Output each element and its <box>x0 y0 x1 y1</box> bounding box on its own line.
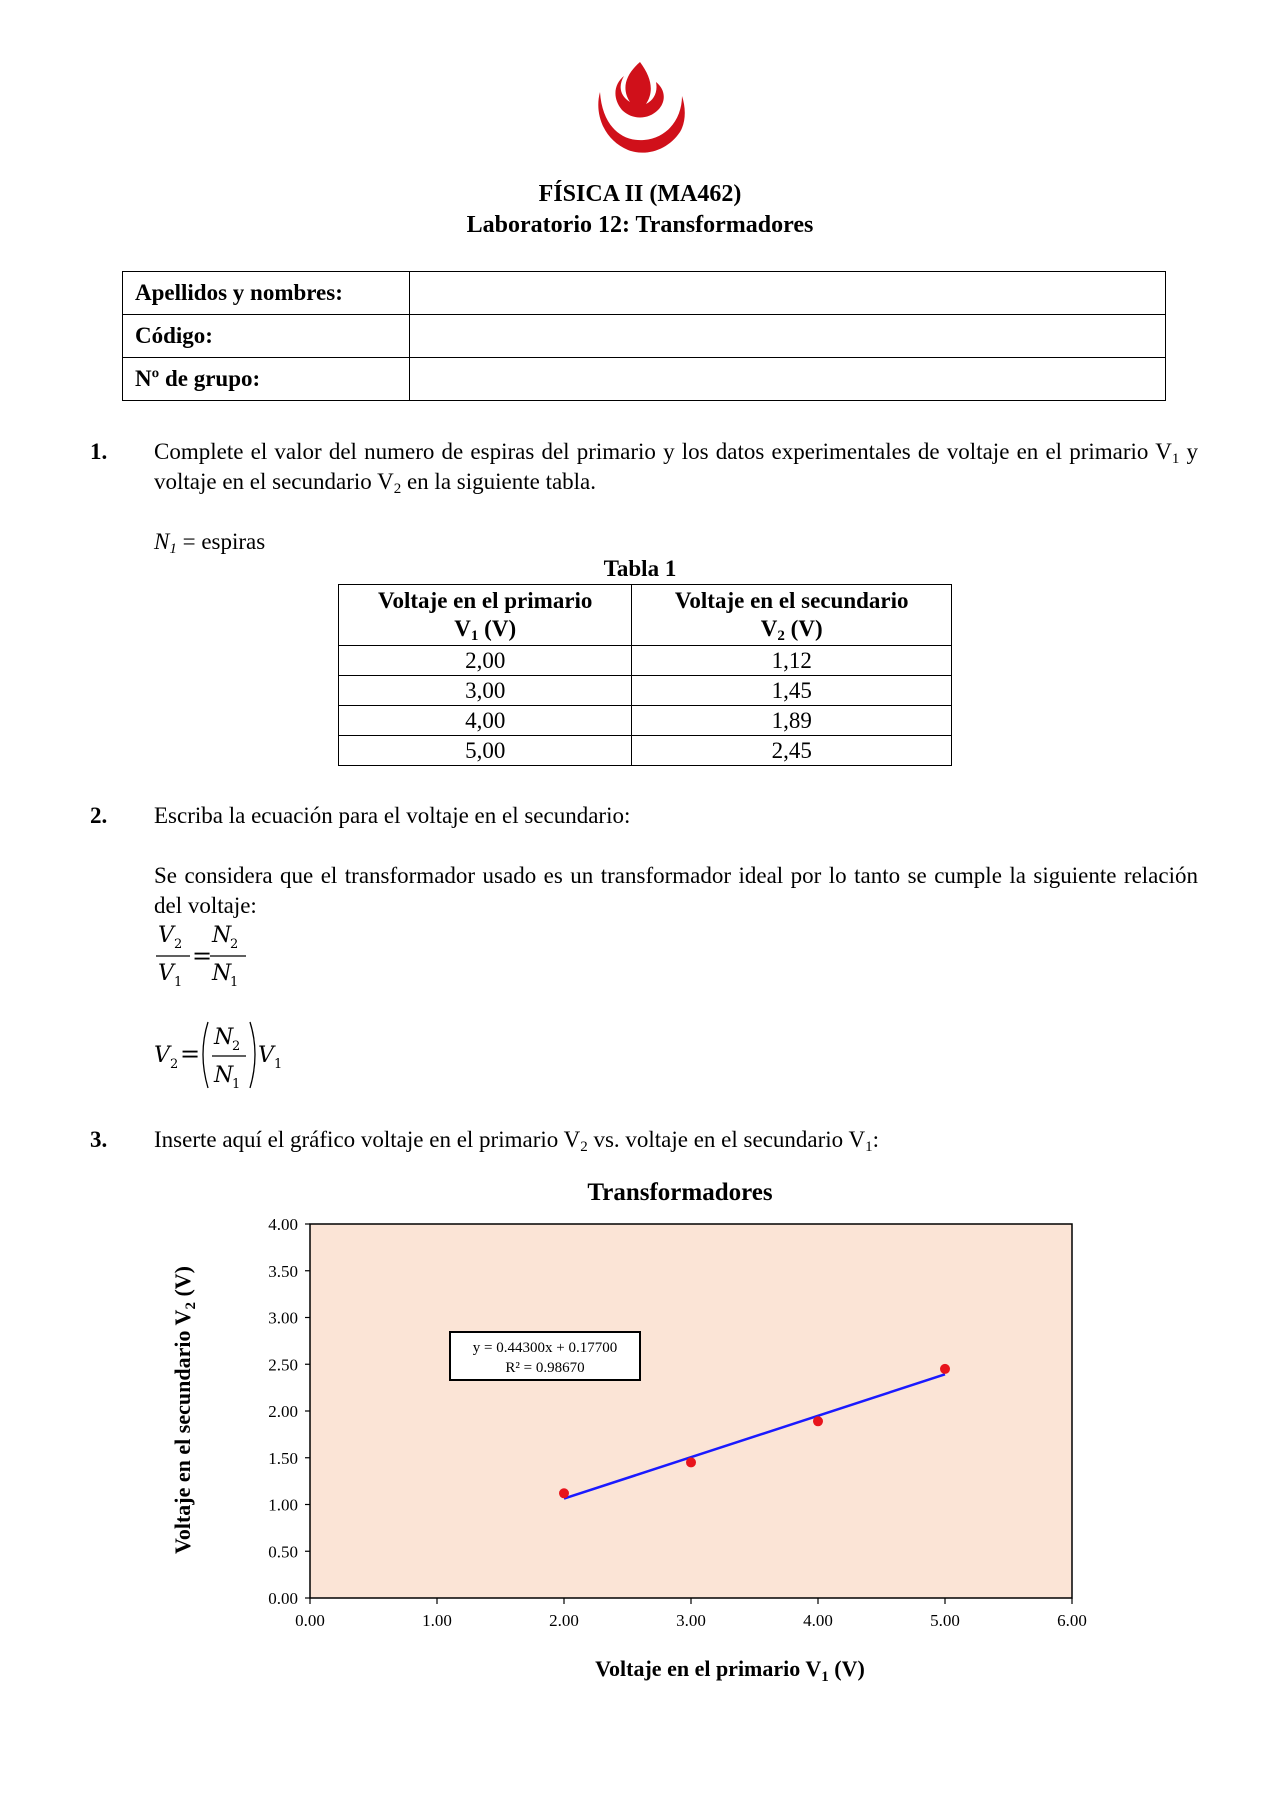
student-info-table <box>122 271 1166 401</box>
name-field[interactable] <box>410 272 1166 315</box>
svg-text:V: V <box>158 961 174 986</box>
svg-text:2: 2 <box>230 937 239 952</box>
data-point <box>686 1457 696 1467</box>
table-row: 2,00 1,12 <box>339 646 952 676</box>
data-point <box>559 1488 569 1498</box>
data-point <box>813 1416 823 1426</box>
question-2-number: 2. <box>90 803 108 828</box>
y-tick-label: 3.50 <box>268 1261 298 1281</box>
question-3-number: 3. <box>90 1127 108 1152</box>
course-title: FÍSICA II (MA462) <box>538 181 742 207</box>
y-tick-label: 2.50 <box>268 1355 298 1375</box>
svg-text:=: = <box>180 1040 201 1068</box>
svg-text:1: 1 <box>230 975 239 990</box>
svg-text:N: N <box>214 1063 234 1088</box>
table-row: 5,00 2,45 <box>339 736 952 766</box>
y-tick-label: 0.50 <box>268 1542 298 1562</box>
svg-text:1: 1 <box>174 975 183 990</box>
y-tick-label: 0.00 <box>268 1589 298 1608</box>
voltage-ratio-equation <box>150 918 270 992</box>
question-2: 2. Escriba la ecuación para el voltaje en el secundario: <box>122 801 1198 831</box>
svg-text:2: 2 <box>170 1057 179 1072</box>
chart-title: Transformadores <box>587 1179 773 1206</box>
data-point <box>940 1364 950 1374</box>
plot-area <box>310 1224 1072 1598</box>
svg-text:N: N <box>212 961 232 986</box>
question-1-number: 1. <box>90 439 108 464</box>
r-squared: R² = 0.98670 <box>505 1360 585 1376</box>
y-tick-label: 1.50 <box>268 1448 298 1468</box>
table-row: 3,00 1,45 <box>339 676 952 706</box>
svg-text:1: 1 <box>274 1057 283 1072</box>
svg-text:V: V <box>258 1043 274 1068</box>
secondary-voltage-header: Voltaje en el secundario $V_2$ (V) <box>632 585 952 646</box>
x-tick-label: 1.00 <box>422 1611 452 1630</box>
code-field[interactable] <box>410 315 1166 358</box>
group-label: Nº de grupo: <box>123 358 410 401</box>
code-label: Código: <box>123 315 410 358</box>
svg-text:2: 2 <box>174 937 183 952</box>
y-tick-label: 1.00 <box>268 1495 298 1515</box>
info-row <box>123 272 1166 315</box>
x-tick-label: 0.00 <box>295 1611 325 1630</box>
svg-text:V: V <box>154 1043 170 1068</box>
x-tick-label: 3.00 <box>676 1611 706 1630</box>
y-tick-label: 4.00 <box>268 1215 298 1234</box>
n1-turns-line: $N_1$ = espiras <box>154 529 266 557</box>
question-3: 3. Inserte aquí el gráfico voltaje en el primario $V_2$ vs. voltaje en el secundario $V_1$: <box>90 1127 879 1155</box>
x-tick-label: 4.00 <box>803 1611 833 1630</box>
table-header-row <box>339 585 952 646</box>
svg-text:V: V <box>158 923 174 948</box>
ideal-transformer-explanation: Se considera que el transformador usado es un transformador ideal por lo tanto se cumple la siguiente relación del voltaje: <box>154 863 1198 918</box>
university-logo <box>594 62 686 158</box>
x-tick-label: 5.00 <box>930 1611 960 1630</box>
secondary-voltage-equation <box>150 1016 300 1094</box>
svg-text:1: 1 <box>232 1077 241 1092</box>
svg-text:=: = <box>192 942 213 970</box>
primary-voltage-header: Voltaje en el primario $V_1$ (V) <box>339 585 632 646</box>
voltage-table <box>338 584 952 766</box>
svg-text:N: N <box>214 1025 234 1050</box>
question-1: 1. Complete el valor del numero de espiras del primario y los datos experimentales de voltaje en el primario $V_1$ y voltaje en el secundario $V_2$ en la siguiente tabla. <box>90 439 1198 497</box>
y-axis-label: Voltaje en el secundario $V_2$ (V) <box>170 1266 199 1554</box>
transformer-chart <box>150 1170 1110 1690</box>
x-axis-label: Voltaje en el primario $V_1$ (V) <box>595 1656 865 1685</box>
lab-title: Laboratorio 12: Transformadores <box>466 212 814 238</box>
svg-text:2: 2 <box>232 1039 241 1054</box>
y-tick-label: 2.00 <box>268 1402 298 1421</box>
trendline-equation: y = 0.44300x + 0.17700 <box>472 1340 618 1356</box>
x-tick-label: 2.00 <box>549 1611 579 1630</box>
table-row: 4,00 1,89 <box>339 706 952 736</box>
info-row <box>123 315 1166 358</box>
info-row <box>123 358 1166 401</box>
x-tick-label: 6.00 <box>1057 1611 1087 1630</box>
group-field[interactable] <box>410 358 1166 401</box>
svg-text:N: N <box>212 923 232 948</box>
table-caption: Tabla 1 <box>603 556 677 581</box>
y-tick-label: 3.00 <box>268 1308 298 1328</box>
name-label: Apellidos y nombres: <box>123 272 410 315</box>
